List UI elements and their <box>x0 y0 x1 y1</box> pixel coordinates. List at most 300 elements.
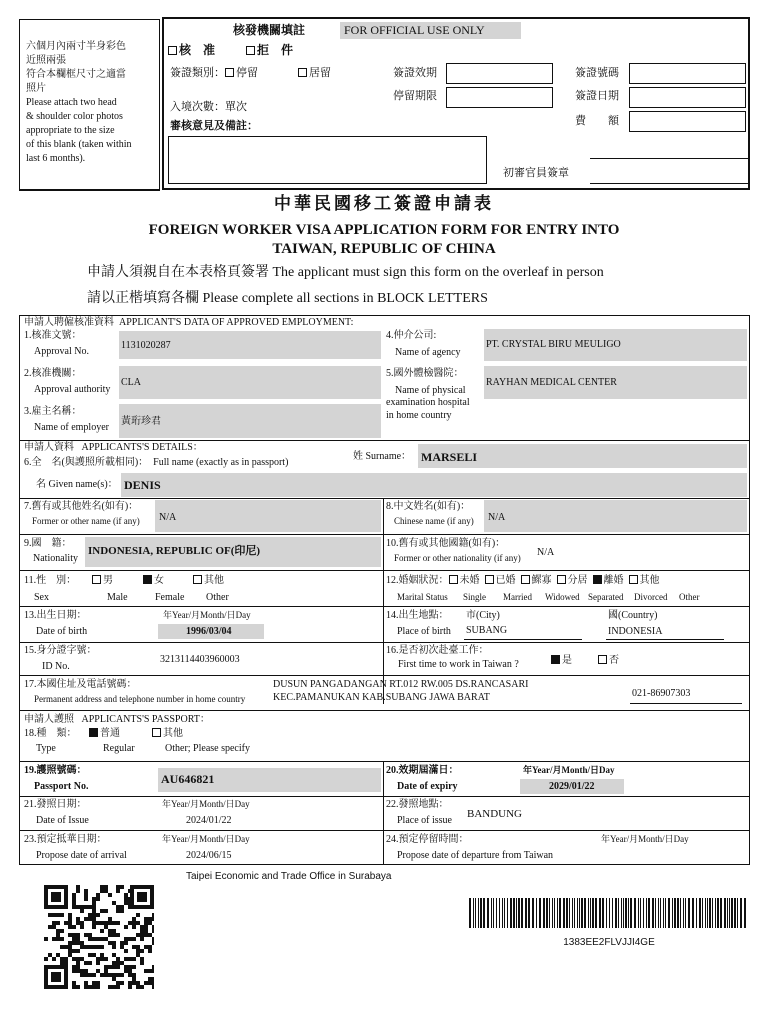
barcode-bar <box>532 898 534 928</box>
qr-cell <box>140 933 144 937</box>
qr-cell <box>132 981 136 985</box>
barcode-bar <box>581 898 583 928</box>
qr-cell <box>152 981 154 985</box>
qr-cell <box>116 981 120 985</box>
barcode-bar <box>572 898 573 928</box>
qr-cell <box>68 949 72 953</box>
country-label: 國(Country) <box>608 610 658 621</box>
qr-cell <box>92 905 96 909</box>
qr-cell <box>68 933 72 937</box>
qr-cell <box>120 941 124 945</box>
barcode-bar <box>480 898 482 928</box>
qr-cell <box>132 965 136 969</box>
barcode-bar <box>674 898 676 928</box>
f3-label-en: Name of employer <box>34 422 109 433</box>
f24-ymd: 年Year/月Month/日Day <box>601 834 689 844</box>
separated-checkbox[interactable] <box>557 575 566 584</box>
sex-male-option[interactable] <box>92 575 113 587</box>
widowed-zh: 鰥寡 <box>531 575 552 586</box>
qr-cell <box>52 921 56 925</box>
qr-cell <box>136 921 140 925</box>
barcode-bar <box>554 898 555 928</box>
qr-cell <box>120 945 124 949</box>
qr-cell <box>84 893 88 897</box>
passport-section-en: APPLICANTS'S PASSPORT： <box>81 714 210 725</box>
barcode-bar <box>683 898 684 928</box>
qr-cell <box>128 937 132 941</box>
barcode-bar <box>648 898 650 928</box>
qr-cell <box>108 941 112 945</box>
qr-cell <box>72 981 76 985</box>
barcode-bar <box>717 898 719 928</box>
barcode-bar <box>577 898 578 928</box>
f2-field[interactable] <box>119 366 381 399</box>
qr-cell <box>140 949 144 953</box>
qr-cell <box>152 925 154 929</box>
qr-cell <box>148 933 152 937</box>
qr-cell <box>104 909 108 913</box>
f24-label-en: Propose date of departure from Taiwan <box>397 850 554 861</box>
barcode-bar <box>510 898 512 928</box>
qr-cell <box>136 913 140 917</box>
qr-cell <box>148 921 152 925</box>
barcode-bar <box>640 898 641 928</box>
qr-cell <box>72 933 76 937</box>
visa-type <box>170 67 258 80</box>
f18-label-zh: 18.種 類： <box>24 728 77 739</box>
barcode-bar <box>549 898 550 928</box>
female-en: Female <box>155 592 185 603</box>
reside-checkbox[interactable] <box>298 68 307 77</box>
f21-ymd: 年Year/月Month/日Day <box>162 799 250 809</box>
barcode-bar <box>502 898 503 928</box>
qr-cell <box>148 945 152 949</box>
qr-cell <box>60 913 64 917</box>
f19-label-zh: 19.護照號碼： <box>24 765 87 776</box>
qr-cell <box>84 897 88 901</box>
f23-label-en: Propose date of arrival <box>36 850 127 861</box>
photo-zh-4: 照片 <box>26 83 46 94</box>
qr-cell <box>100 957 104 961</box>
qr-cell <box>72 937 76 941</box>
f7-field[interactable] <box>155 500 381 532</box>
barcode-bar <box>688 898 690 928</box>
qr-cell <box>68 945 72 949</box>
visa-date-field[interactable] <box>629 87 746 108</box>
qr-cell <box>80 941 84 945</box>
qr-cell <box>60 957 64 961</box>
remarks-label: 審核意見及備註： <box>170 120 258 132</box>
official-title-zh: 核發機關填註 <box>233 23 306 37</box>
regular-checkbox[interactable] <box>89 728 98 737</box>
f4-label-zh: 4.仲介公司: <box>386 330 437 341</box>
sex-other-checkbox[interactable] <box>193 575 202 584</box>
barcode-bar <box>475 898 476 928</box>
qr-cell <box>148 917 152 921</box>
qr-cell <box>116 961 120 965</box>
f1-label-en: Approval No. <box>34 346 89 357</box>
barcode-bar <box>602 898 604 928</box>
qr-cell <box>80 925 84 929</box>
barcode-bar <box>692 898 694 928</box>
qr-cell <box>88 945 92 949</box>
duration-label: 停留期限 <box>393 90 437 102</box>
married-en: Married <box>503 592 532 602</box>
validity-label: 簽證效期 <box>393 67 437 79</box>
barcode-bar <box>727 898 728 928</box>
remarks-field[interactable] <box>168 136 487 184</box>
widowed-checkbox[interactable] <box>521 575 530 584</box>
qr-cell <box>92 901 96 905</box>
qr-cell <box>72 905 76 909</box>
qr-cell <box>92 985 96 989</box>
qr-cell <box>128 957 132 961</box>
visa-no-label: 簽證號碼 <box>575 67 619 79</box>
qr-cell <box>80 957 84 961</box>
qr-cell <box>76 889 80 893</box>
qr-cell <box>104 965 108 969</box>
validity-field[interactable] <box>446 63 553 84</box>
female-checkbox[interactable] <box>143 575 152 584</box>
qr-cell <box>128 969 132 973</box>
f1-value: 1131020287 <box>121 340 171 351</box>
photo-zh-3: 符合本欄框尺寸之適當 <box>26 69 126 80</box>
passport-other-checkbox[interactable] <box>152 728 161 737</box>
divorced-checkbox[interactable] <box>593 575 602 584</box>
qr-cell <box>144 981 148 985</box>
qr-cell <box>136 953 140 957</box>
barcode-bar <box>672 898 673 928</box>
qr-cell <box>128 985 132 989</box>
barcode-bar <box>491 898 492 928</box>
barcode-bar <box>729 898 730 928</box>
qr-cell <box>44 957 48 961</box>
qr-cell <box>96 913 100 917</box>
qr-cell <box>140 937 144 941</box>
barcode-bar <box>734 898 736 928</box>
male-checkbox[interactable] <box>92 575 101 584</box>
surname-label: 姓 Surname： <box>353 451 412 462</box>
stay-label: 停留 <box>236 67 258 79</box>
duration-field[interactable] <box>446 87 553 108</box>
photo-en-2: & shoulder color photos <box>26 111 123 122</box>
f5-label-en-3: in home country <box>386 410 452 421</box>
qr-cell <box>104 937 108 941</box>
barcode-bar <box>623 898 624 928</box>
divorced-zh: 離婚 <box>603 575 624 586</box>
f6-label <box>24 457 288 469</box>
qr-cell <box>100 889 104 893</box>
visa-date-label: 簽證日期 <box>575 90 619 102</box>
qr-cell <box>108 965 112 969</box>
qr-cell <box>96 921 100 925</box>
qr-cell <box>120 905 124 909</box>
barcode-bar <box>731 898 733 928</box>
issue-place-value: BANDUNG <box>467 808 522 820</box>
f24-label-zh: 24.預定停留時間： <box>386 834 469 845</box>
qr-cell <box>124 969 128 973</box>
passport-no-value: AU646821 <box>161 772 215 786</box>
barcode-bar <box>473 898 474 928</box>
f7-label-en: Former or other name (if any) <box>32 516 140 526</box>
address-line-1: DUSUN PANGADANGAN RT.012 RW.005 DS.RANCASARI <box>273 679 529 690</box>
qr-cell <box>140 929 144 933</box>
qr-cell <box>48 953 52 957</box>
qr-cell <box>152 941 154 945</box>
passport-section-title <box>24 714 210 726</box>
qr-cell <box>112 953 116 957</box>
approve-option[interactable] <box>168 44 215 58</box>
qr-cell <box>100 953 104 957</box>
barcode-bar <box>499 898 500 928</box>
qr-cell <box>152 965 154 969</box>
qr-cell <box>116 957 120 961</box>
qr-cell <box>100 885 104 889</box>
qr-cell <box>100 937 104 941</box>
barcode-bar <box>609 898 610 928</box>
barcode-bar <box>569 898 570 928</box>
entries-label: 入境次數：單次 <box>170 101 247 113</box>
divider-f7-vertical <box>383 498 384 570</box>
divider-f17 <box>19 710 750 711</box>
barcode-bar <box>744 898 746 928</box>
barcode-bar <box>737 898 738 928</box>
first-time-yes-option[interactable] <box>551 655 572 667</box>
barcode-bar <box>584 898 586 928</box>
qr-cell <box>108 973 112 977</box>
f22-label-zh: 22.發照地點： <box>386 799 449 810</box>
barcode-bar <box>539 898 541 928</box>
qr-cell <box>60 961 64 965</box>
qr-cell <box>68 913 72 917</box>
qr-cell <box>112 929 116 933</box>
single-en: Single <box>463 592 487 602</box>
block-letters-en: Please complete all sections in BLOCK LETTERS <box>202 291 488 306</box>
first-time-no-checkbox[interactable] <box>598 655 607 664</box>
qr-cell <box>84 889 88 893</box>
barcode-bar <box>655 898 656 928</box>
barcode-bar <box>665 898 666 928</box>
reject-option[interactable] <box>246 44 293 58</box>
qr-cell <box>128 965 132 969</box>
qr-cell <box>124 925 128 929</box>
qr-cell <box>152 977 154 981</box>
qr-cell <box>92 981 96 985</box>
barcode-bar <box>643 898 644 928</box>
regular-en: Regular <box>103 743 135 754</box>
qr-cell <box>60 945 64 949</box>
qr-cell <box>80 921 84 925</box>
passport-section-zh: 申請人護照 <box>24 714 74 725</box>
barcode-bar <box>507 898 508 928</box>
birth-city-line <box>464 639 582 640</box>
qr-cell <box>88 985 92 989</box>
qr-cell <box>76 969 80 973</box>
qr-cell <box>80 973 84 977</box>
qr-cell <box>92 913 96 917</box>
f10-label-en: Former or other nationality (if any) <box>394 553 521 563</box>
qr-cell <box>144 925 148 929</box>
phone-line <box>630 703 742 704</box>
qr-cell <box>96 893 100 897</box>
qr-cell <box>120 961 124 965</box>
visa-type-label: 簽證類別： <box>170 67 225 79</box>
qr-cell <box>116 905 120 909</box>
qr-cell <box>132 925 136 929</box>
f20-label-en: Date of expiry <box>397 781 458 792</box>
employment-section-en: APPLICANT'S DATA OF APPROVED EMPLOYMENT: <box>119 317 354 328</box>
officer-line <box>590 183 748 184</box>
qr-cell <box>56 937 60 941</box>
officer-line-top <box>590 158 748 159</box>
qr-cell <box>76 885 80 889</box>
qr-cell <box>72 969 76 973</box>
qr-cell <box>144 945 148 949</box>
qr-cell <box>84 905 88 909</box>
married-checkbox[interactable] <box>485 575 494 584</box>
qr-cell <box>84 945 88 949</box>
barcode-bar <box>525 898 527 928</box>
qr-cell <box>80 905 84 909</box>
given-label: 名 Given name(s)： <box>36 479 118 490</box>
qr-cell <box>112 961 116 965</box>
given-field[interactable] <box>121 473 747 497</box>
barcode-bar <box>574 898 575 928</box>
barcode-bar <box>590 898 591 928</box>
qr-cell <box>68 941 72 945</box>
details-section-en: APPLICANTS'S DETAILS： <box>81 442 203 453</box>
address-line-2: KEC.PAMANUKAN KAB.SUBANG JAWA BARAT <box>273 692 490 703</box>
f8-field[interactable] <box>484 500 747 532</box>
qr-cell <box>100 945 104 949</box>
qr-cell <box>112 921 116 925</box>
sex-female-option[interactable] <box>143 575 164 587</box>
qr-cell <box>152 985 154 989</box>
qr-cell <box>116 985 120 989</box>
divider-f9 <box>19 570 750 571</box>
barcode-bar <box>685 898 686 928</box>
qr-cell <box>124 897 128 901</box>
barcode-bar <box>724 898 726 928</box>
qr-cell <box>52 925 56 929</box>
f11-label-en: Sex <box>34 592 49 603</box>
sex-other-option[interactable] <box>193 575 224 587</box>
qr-cell <box>108 917 112 921</box>
qr-cell <box>108 921 112 925</box>
passport-other-option[interactable] <box>152 728 183 740</box>
qr-cell <box>152 937 154 941</box>
approve-checkbox[interactable] <box>168 46 177 55</box>
qr-cell <box>132 917 136 921</box>
barcode-bar <box>496 898 497 928</box>
qr-cell <box>116 965 120 969</box>
qr-cell <box>148 949 152 953</box>
qr-cell <box>112 933 116 937</box>
f7-value: N/A <box>159 512 177 523</box>
qr-cell <box>64 961 68 965</box>
male-zh: 男 <box>103 575 113 586</box>
qr-cell <box>120 981 124 985</box>
qr-cell <box>108 933 112 937</box>
qr-cell <box>76 933 80 937</box>
qr-cell <box>44 937 48 941</box>
qr-cell <box>136 949 140 953</box>
qr-cell <box>124 937 128 941</box>
first-time-yes-checkbox[interactable] <box>551 655 560 664</box>
female-zh: 女 <box>154 575 164 586</box>
qr-cell <box>132 977 136 981</box>
visa-no-field[interactable] <box>629 63 746 84</box>
f10-value: N/A <box>537 547 555 558</box>
f3-value: 黃珩珍君 <box>121 416 161 427</box>
qr-cell <box>88 905 92 909</box>
qr-cell <box>96 981 100 985</box>
barcode-bar <box>504 898 505 928</box>
qr-cell <box>52 913 56 917</box>
qr-cell <box>52 937 56 941</box>
first-time-no-option[interactable] <box>598 655 619 667</box>
qr-cell <box>84 981 88 985</box>
qr-cell <box>88 973 92 977</box>
qr-cell <box>60 937 64 941</box>
f16-label-zh: 16.是否初次赴臺工作： <box>386 645 489 656</box>
stay-checkbox[interactable] <box>225 68 234 77</box>
barcode-bar <box>663 898 664 928</box>
barcode-bar <box>658 898 659 928</box>
qr-cell <box>104 957 108 961</box>
qr-cell <box>68 953 72 957</box>
qr-cell <box>104 889 108 893</box>
marital-other-checkbox[interactable] <box>629 575 638 584</box>
office-name: Taipei Economic and Trade Office in Surabaya <box>186 871 392 882</box>
qr-cell <box>144 929 148 933</box>
qr-cell <box>148 969 152 973</box>
given-value: DENIS <box>124 478 161 492</box>
qr-cell <box>112 941 116 945</box>
f21-label-zh: 21.發照日期： <box>24 799 87 810</box>
barcode-bar <box>699 898 701 928</box>
barcode-bar <box>615 898 617 928</box>
qr-cell <box>100 909 104 913</box>
sex-other-zh: 其他 <box>204 575 224 586</box>
barcode-text: 1383EE2FLVJJI4GE <box>563 937 655 948</box>
reject-checkbox[interactable] <box>246 46 255 55</box>
qr-cell <box>112 973 116 977</box>
sign-note <box>87 265 604 281</box>
f2-label-en: Approval authority <box>34 384 111 395</box>
single-checkbox[interactable] <box>449 575 458 584</box>
fee-field[interactable] <box>629 111 746 132</box>
f5-label-en-2: examination hospital <box>386 397 470 408</box>
barcode-bar <box>606 898 607 928</box>
qr-cell <box>76 941 80 945</box>
single-zh: 未婚 <box>459 575 480 586</box>
approve-label: 核 准 <box>179 43 216 57</box>
barcode-bar <box>528 898 530 928</box>
barcode-bar <box>646 898 647 928</box>
qr-cell <box>140 925 144 929</box>
f20-ymd: 年Year/月Month/日Day <box>523 765 615 775</box>
qr-cell <box>64 921 68 925</box>
f22-label-en: Place of issue <box>397 815 452 826</box>
qr-cell <box>92 921 96 925</box>
qr-cell <box>144 969 148 973</box>
reside-option[interactable] <box>298 67 331 80</box>
photo-en-4: of this blank (taken within <box>26 139 132 150</box>
f14-label-zh: 14.出生地點： <box>386 610 449 621</box>
f17-label-en: Permanent address and telephone number in home country <box>34 694 246 704</box>
regular-option[interactable] <box>89 728 120 740</box>
